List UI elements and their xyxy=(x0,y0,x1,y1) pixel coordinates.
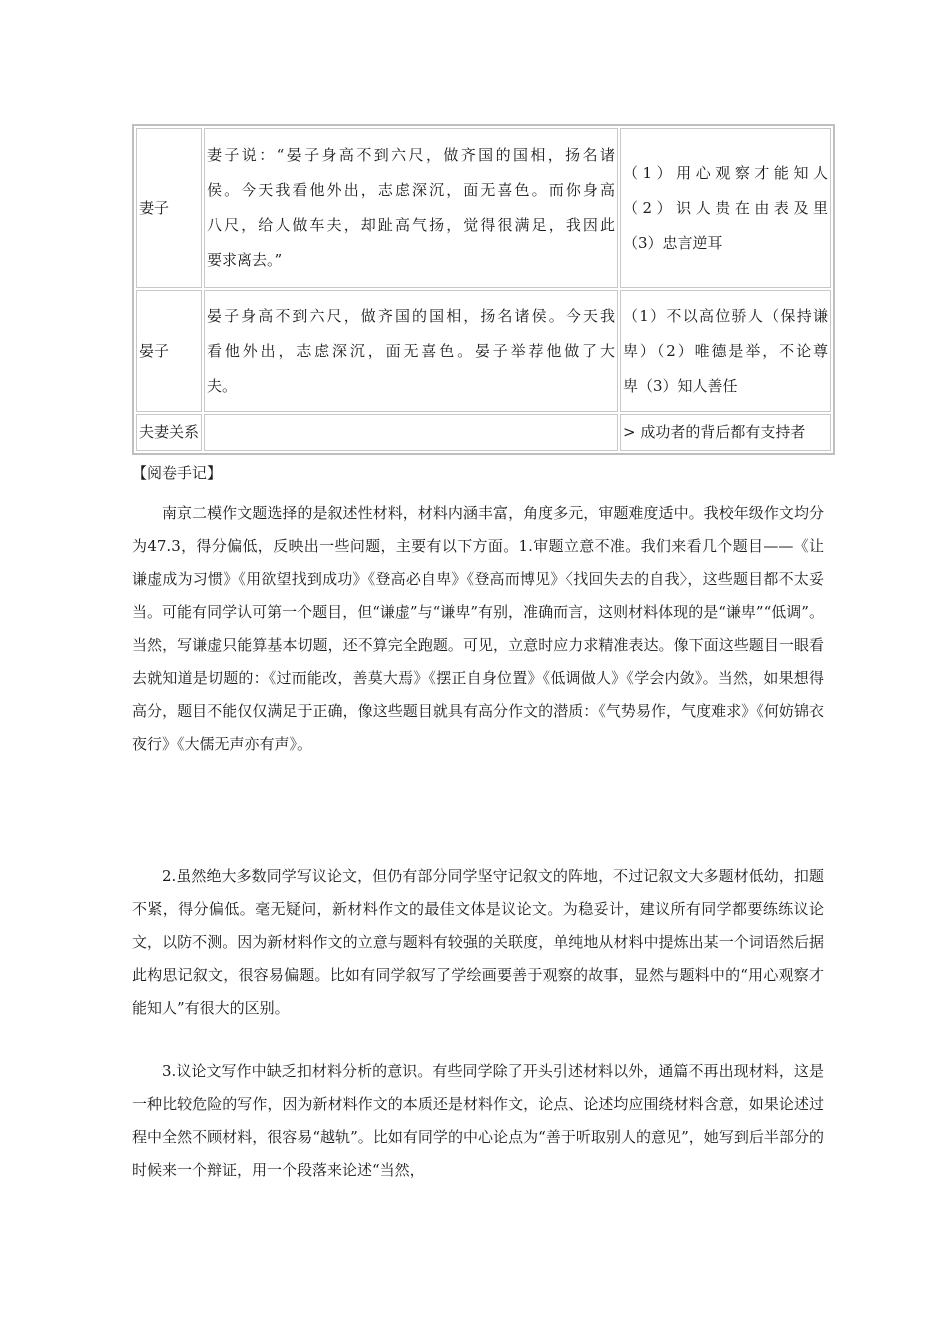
body-paragraph: 南京二模作文题选择的是叙述性材料，材料内涵丰富，角度多元，审题难度适中。我校年级作文均分为47.3，得分偏低，反映出一些问题，主要有以下方面。1.审题立意不准。我们来看几个题目——《让谦虚成为习惯》《用欲望找到成功》《登高必自卑》《登高而博见》〈找回失去的自我〉，这些题目都不太妥当。可能有同学认可第一个题目，但“谦虚”与“谦卑”有别，准确而言，这则材料体现的是“谦卑”“低调”。当然，写谦虚只能算基本切题，还不算完全跑题。可见，立意时应力求精准表达。像下面这些题目一眼看去就知道是切题的：《过而能改，善莫大焉》《摆正自身位置》《低调做人》《学会内敛》。当然，如果想得高分，题目不能仅仅满足于正确，像这些题目就具有高分作文的潜质：《气势易作，气度难求》《何妨锦衣夜行》《大儒无声亦有声》。 xyxy=(132,504,824,753)
table-row xyxy=(136,290,831,412)
lesson-line: （1）不以高位骄人（保持谦 xyxy=(623,306,828,325)
description-line: 八尺，给人做车夫，却趾高气扬，觉得很满足，我因此 xyxy=(207,216,615,234)
lesson-line: > 成功者的背后都有支持者 xyxy=(623,423,806,441)
description-cell xyxy=(204,290,618,412)
description-line: 侯。今天我看他外出，志虑深沉，面无喜色。而你身高 xyxy=(207,181,615,199)
body-paragraph: 2.虽然绝大多数同学写议论文，但仍有部分同学坚守记叙文的阵地，不过记叙文大多题材低幼，扣题不紧，得分偏低。毫无疑问，新材料作文的最佳文体是议论文。为稳妥计，建议所有同学都要练练议论文，以防不测。因为新材料作文的立意与题料有较强的关联度，单纯地从材料中提炼出某一个词语然后据此构思记叙文，很容易偏题。比如有同学叙写了学绘画要善于观察的故事，显然与题料中的“用心观察才能知人”有很大的区别。 xyxy=(132,867,824,1017)
lesson-cell xyxy=(620,128,831,288)
lesson-cell xyxy=(620,290,831,412)
description-line: 要求离去。” xyxy=(207,251,283,269)
role-cell: 妻子 xyxy=(136,128,202,288)
lesson-line: （3）忠言逆耳 xyxy=(623,233,723,252)
table-row xyxy=(136,414,831,451)
description-cell xyxy=(204,414,618,451)
lesson-cell xyxy=(620,414,831,451)
section-heading: 【阅卷手记】 xyxy=(132,464,223,482)
lesson-line: 卑（3）知人善任 xyxy=(623,376,738,395)
role-cell: 夫妻关系 xyxy=(136,414,202,451)
lesson-line: （1）用心观察才能知人 xyxy=(623,163,828,182)
analysis-table xyxy=(132,124,835,455)
description-line: 夫。 xyxy=(207,376,238,395)
description-cell xyxy=(204,128,618,288)
table-row xyxy=(136,128,831,288)
lesson-line: 卑）（2）唯德是举，不论尊 xyxy=(623,341,828,360)
description-line: 晏子身高不到六尺，做齐国的国相，扬名诸侯。今天我 xyxy=(207,306,615,325)
role-cell: 晏子 xyxy=(136,290,202,412)
body-paragraph: 3.议论文写作中缺乏扣材料分析的意识。有些同学除了开头引述材料以外，通篇不再出现材料，这是一种比较危险的写作，因为新材料作文的本质还是材料作文，论点、论述均应围绕材料含意，如果论述过程中全然不顾材料，很容易“越轨”。比如有同学的中心论点为“善于听取别人的意见”，她写到后半部分的时候来一个辩证，用一个段落来论述“当然， xyxy=(132,1062,824,1179)
description-line: 看他外出，志虑深沉，面无喜色。晏子举荐他做了大 xyxy=(207,341,615,360)
lesson-line: （2）识人贵在由表及里 xyxy=(623,198,828,217)
description-line: 妻子说：“晏子身高不到六尺，做齐国的国相，扬名诸 xyxy=(207,146,615,164)
